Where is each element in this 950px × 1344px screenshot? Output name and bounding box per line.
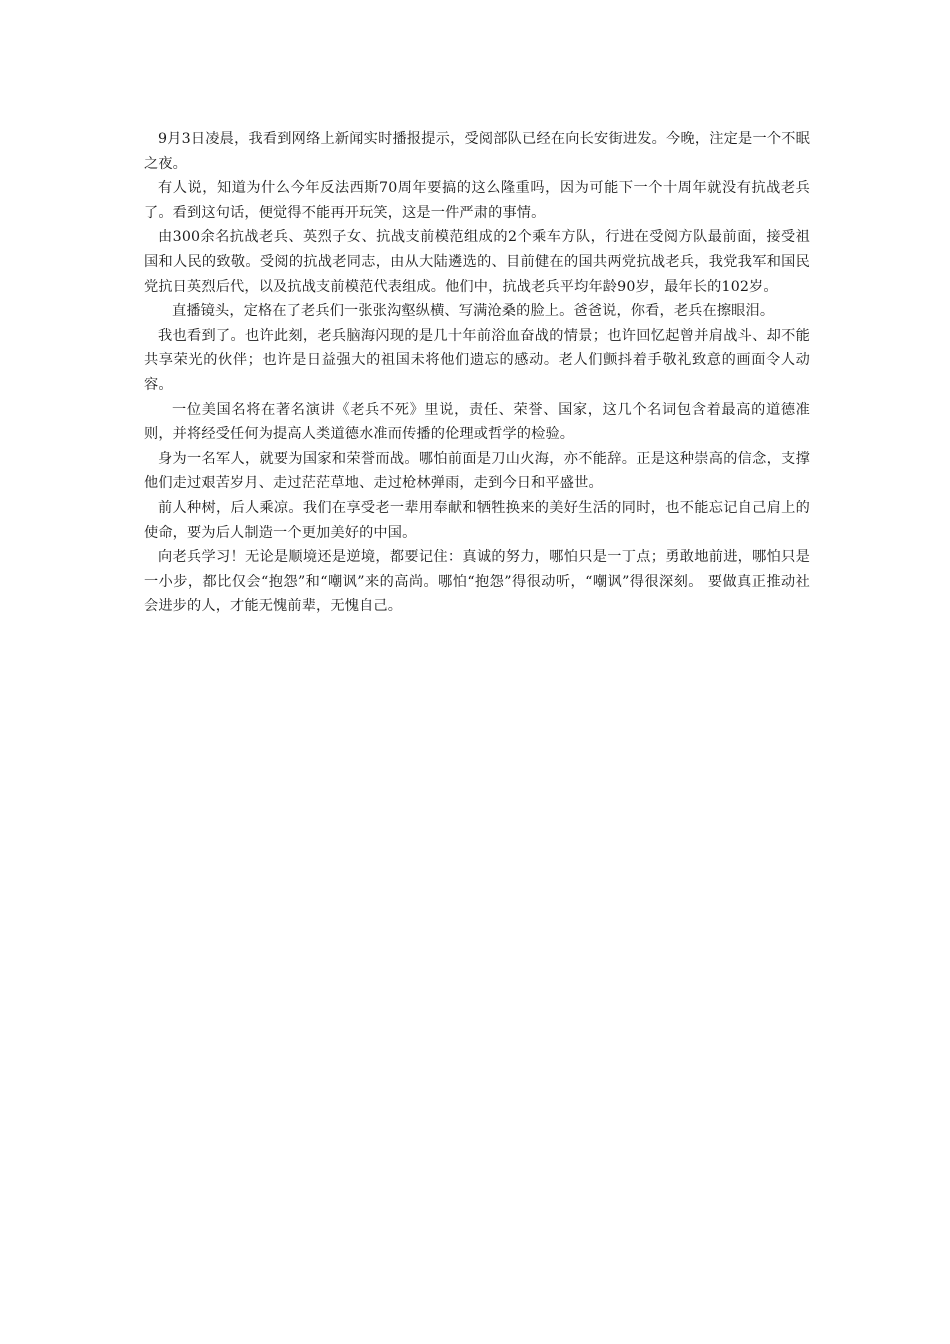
paragraph-7: 身为一名军人，就要为国家和荣誉而战。哪怕前面是刀山火海，亦不能辞。正是这种崇高的信念，支撑他们走过艰苦岁月、走过茫茫草地、走过枪林弹雨，走到今日和平盛世。: [144, 450, 810, 492]
paragraph-3: 由300余名抗战老兵、英烈子女、抗战支前模范组成的2个乘车方队，行进在受阅方队最前面，接受祖国和人民的致敬。受阅的抗战老同志，由从大陆遴选的、目前健在的国共两党抗战老兵，我党我军和国民党抗日英烈后代，以及抗战支前模范代表组成。他们中，抗战老兵平均年龄90岁，最年长的102岁。: [144, 229, 810, 295]
paragraph-8: 前人种树，后人乘凉。我们在享受老一辈用奉献和牺牲换来的美好生活的同时，也不能忘记自己肩上的使命，要为后人制造一个更加美好的中国。: [144, 499, 810, 541]
paragraph-6: 一位美国名将在著名演讲《老兵不死》里说，责任、荣誉、国家，这几个名词包含着最高的道德准则，并将经受任何为提高人类道德水准而传播的伦理或哲学的检验。: [144, 401, 810, 443]
paragraph-4: 直播镜头，定格在了老兵们一张张沟壑纵横、写满沧桑的脸上。爸爸说，你看，老兵在擦眼泪。: [172, 303, 775, 320]
paragraph-9: 向老兵学习！无论是顺境还是逆境，都要记住：真诚的努力，哪怕只是一丁点；勇敢地前进，哪怕只是一小步，都比仅会“抱怨”和“嘲讽”来的高尚。哪怕“抱怨”得很动听，“嘲讽”得很深刻。 要做真正推动社会进步的人，才能无愧前辈，无愧自己。: [144, 549, 810, 615]
paragraph-2: 有人说，知道为什么今年反法西斯70周年要搞的这么隆重吗，因为可能下一个十周年就没有抗战老兵了。看到这句话，便觉得不能再开玩笑，这是一件严肃的事情。: [144, 180, 810, 221]
document-body: [144, 127, 810, 619]
paragraph-5: 我也看到了。也许此刻，老兵脑海闪现的是几十年前浴血奋战的情景；也许回忆起曾并肩战斗、却不能共享荣光的伙伴；也许是日益强大的祖国未将他们遗忘的感动。老人们颤抖着手敬礼致意的画面令人动容。: [144, 327, 810, 393]
paragraph-1: 9月3日凌晨，我看到网络上新闻实时播报提示，受阅部队已经在向长安街进发。今晚，注定是一个不眠之夜。: [144, 131, 810, 172]
